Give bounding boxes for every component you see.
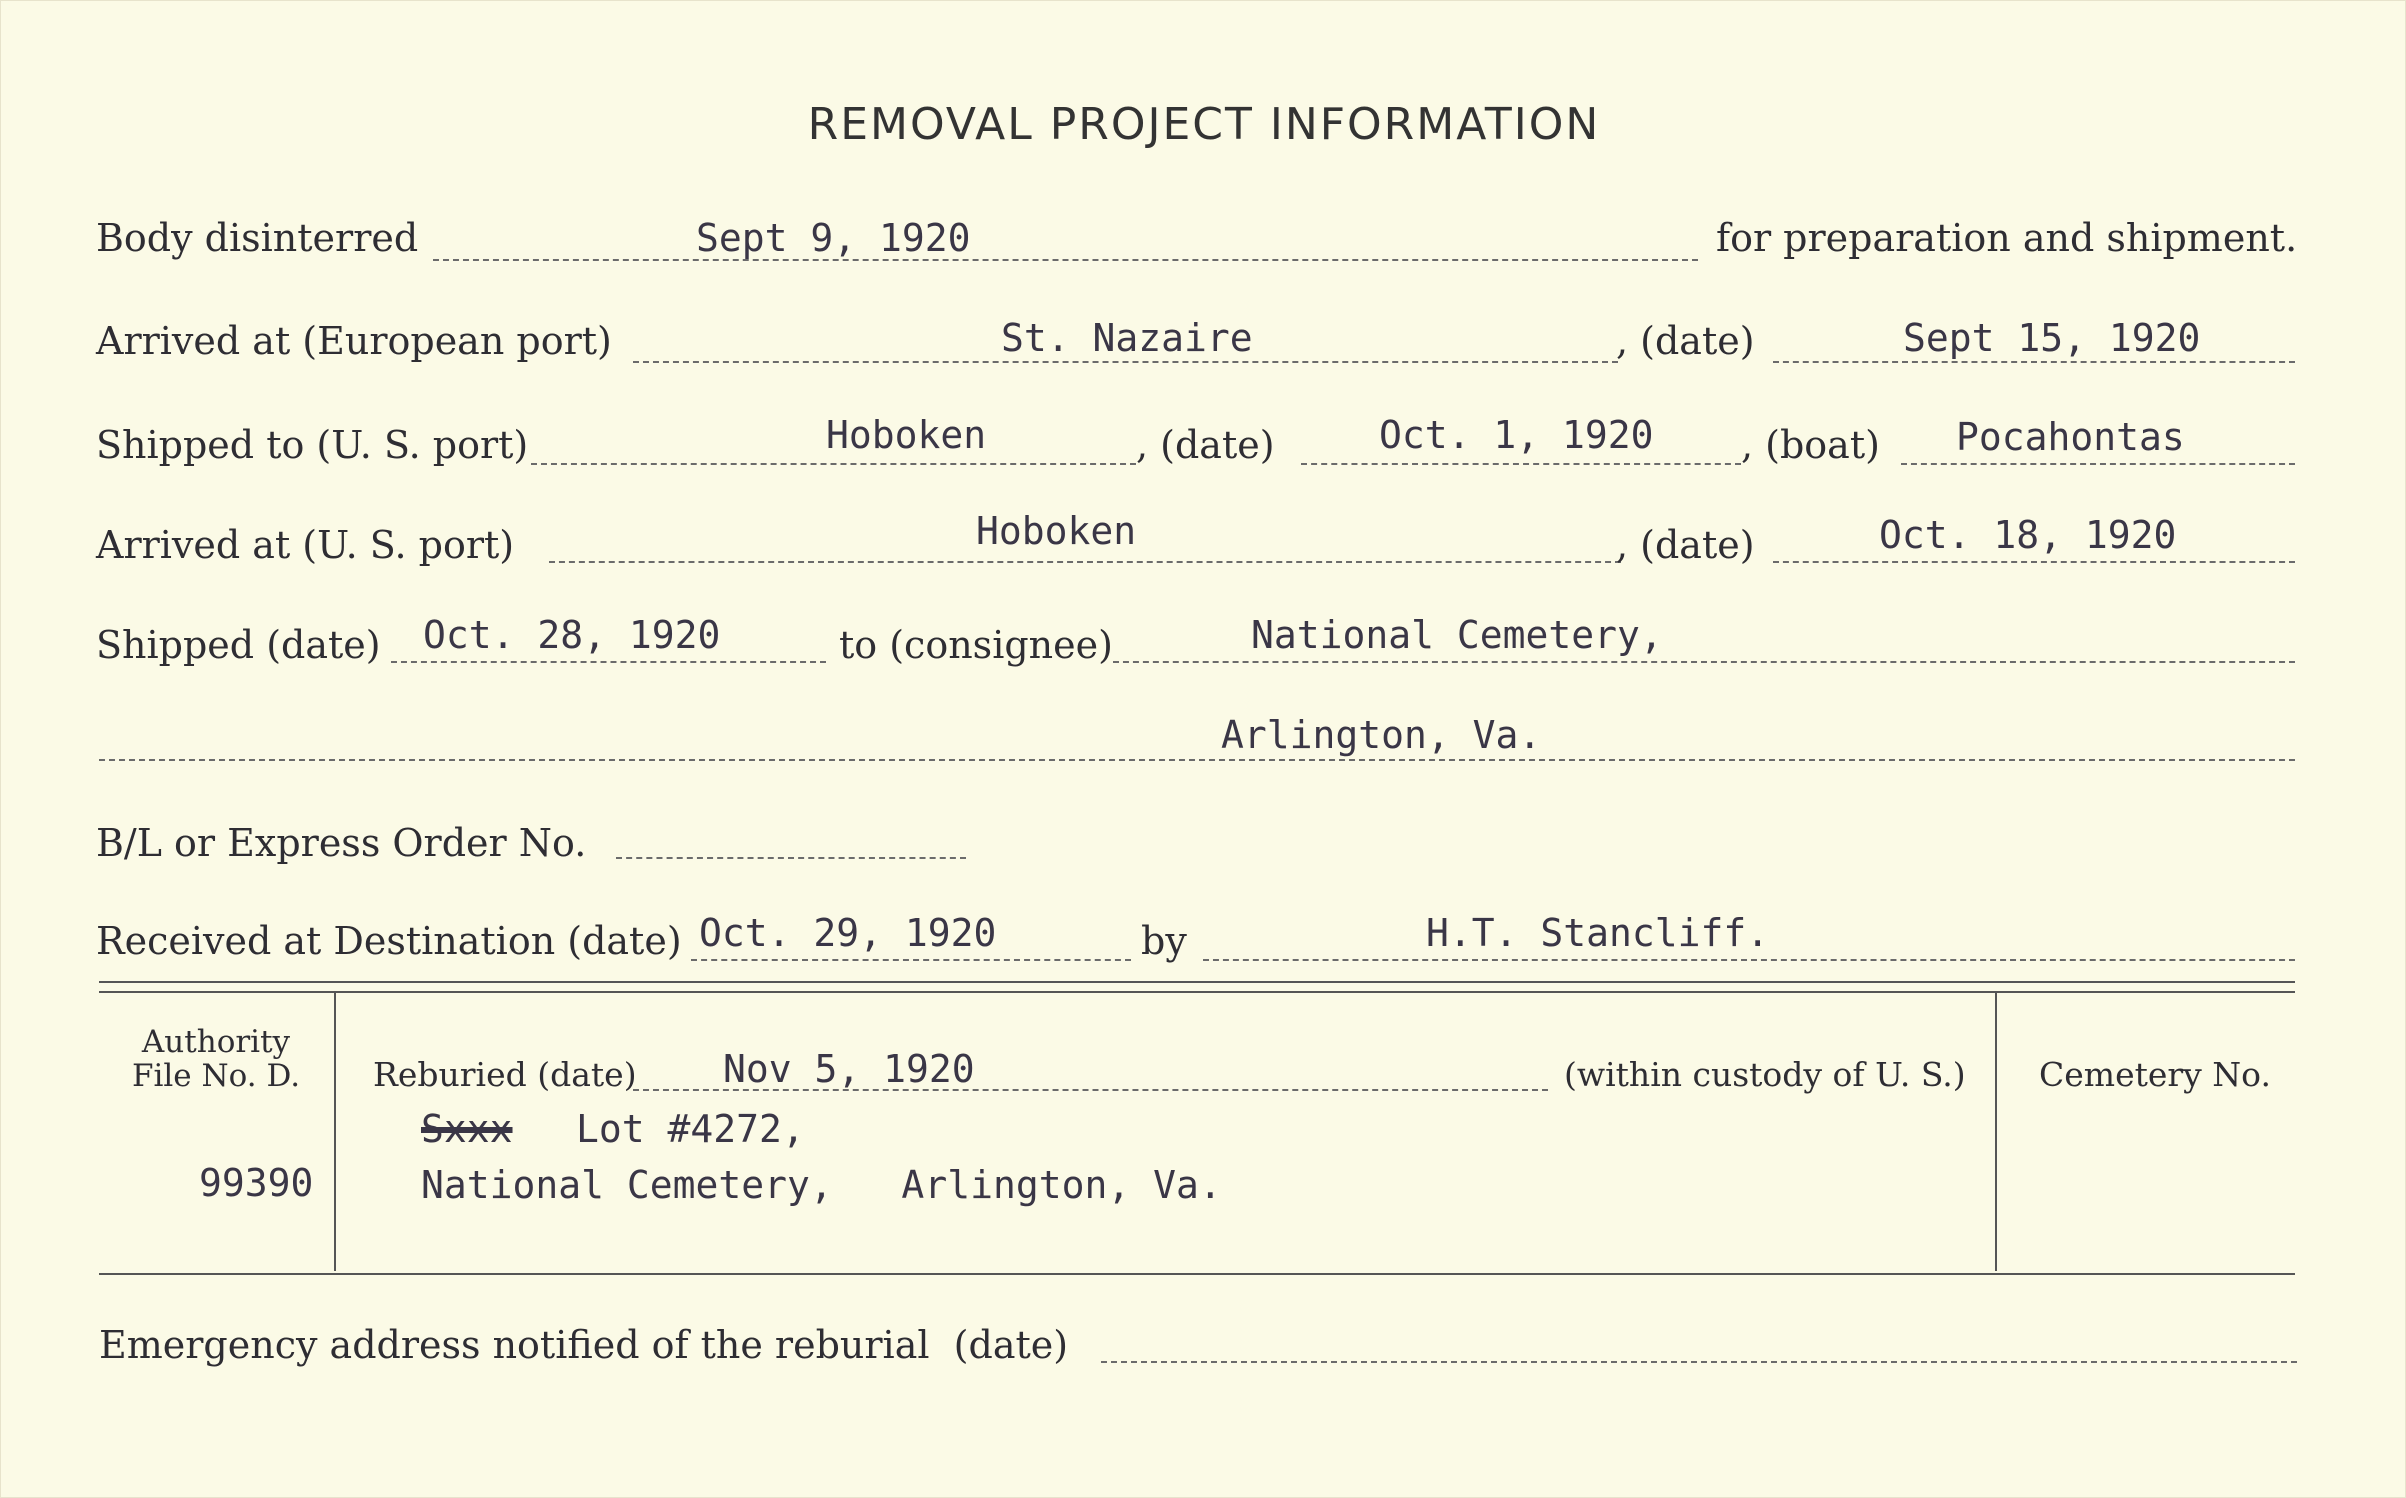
arrived-us-label: Arrived at (U. S. port) (96, 523, 515, 567)
authority-label (111, 1025, 321, 1093)
arrived-us-date-label: , (date) (1616, 523, 1755, 567)
burial-place: National Cemetery, Arlington, Va. (421, 1163, 1222, 1207)
disinterred-value: Sept 9, 1920 (696, 216, 971, 260)
arrived-eu-date: Sept 15, 1920 (1903, 316, 2201, 360)
received-label: Received at Destination (date) (96, 919, 682, 963)
emergency-line (1101, 1361, 2297, 1363)
received-date: Oct. 29, 1920 (699, 911, 997, 955)
file-no-label: File No. D. (131, 1058, 301, 1094)
reburied-date: Nov 5, 1920 (723, 1047, 975, 1091)
box-bottom-rule (99, 1273, 2295, 1275)
arrived-eu-label: Arrived at (European port) (96, 319, 612, 363)
received-date-line (691, 959, 1131, 961)
shipped-date: Oct. 28, 1920 (423, 613, 721, 657)
box-divider-left (334, 993, 336, 1271)
consignee-name: National Cemetery, (1251, 613, 1663, 657)
bl-label: B/L or Express Order No. (96, 821, 587, 865)
received-by-label: by (1141, 919, 1187, 963)
shipped-us-date: Oct. 1, 1920 (1379, 413, 1654, 457)
lot-number: Lot #4272, (576, 1107, 805, 1151)
disinterred-suffix: for preparation and shipment. (1716, 216, 2298, 260)
shipped-date-line (391, 661, 826, 663)
arrived-eu-line (633, 361, 1618, 363)
arrived-eu-port: St. Nazaire (1001, 316, 1253, 360)
disinterred-label: Body disinterred (96, 216, 419, 260)
authority-title: Authority (141, 1024, 291, 1060)
arrived-us-date-line (1773, 561, 2295, 563)
received-by-line (1203, 959, 2295, 961)
shipped-us-date-line (1301, 463, 1741, 465)
custody-label: (within custody of U. S.) (1564, 1055, 1966, 1094)
shipped-us-port: Hoboken (826, 413, 987, 457)
consignee-line-2 (99, 759, 2295, 761)
shipped-us-boat-line (1901, 463, 2295, 465)
shipped-us-boat-label: , (boat) (1741, 423, 1880, 467)
bl-line (616, 857, 966, 859)
disinterred-line (433, 259, 1698, 261)
page-title: REMOVAL PROJECT INFORMATION (807, 99, 1601, 150)
shipped-us-label: Shipped to (U. S. port) (96, 423, 529, 467)
shipped-us-line (531, 463, 1136, 465)
received-by: H.T. Stancliff. (1426, 911, 1770, 955)
arrived-eu-date-line (1773, 361, 2295, 363)
arrived-us-port: Hoboken (976, 509, 1137, 553)
shipped-us-boat: Pocahontas (1956, 415, 2185, 459)
consignee-address: Arlington, Va. (1221, 713, 1542, 757)
struck-out-text: Sxxx (421, 1107, 513, 1151)
reburied-label: Reburied (date) (373, 1055, 637, 1094)
box-top-rule-2 (99, 991, 2295, 993)
shipped-date-label: Shipped (date) (96, 623, 381, 667)
consignee-label: to (consignee) (839, 623, 1113, 667)
cemetery-no-label: Cemetery No. (2039, 1055, 2271, 1094)
arrived-us-line (549, 561, 1621, 563)
shipped-us-date-label: , (date) (1136, 423, 1275, 467)
consignee-line (1113, 661, 2295, 663)
arrived-us-date: Oct. 18, 1920 (1879, 513, 2177, 557)
arrived-eu-date-label: , (date) (1616, 319, 1755, 363)
file-no-value: 99390 (199, 1161, 314, 1205)
box-top-rule-1 (99, 981, 2295, 983)
box-divider-right (1995, 993, 1997, 1271)
emergency-label: Emergency address notified of the reburial (date) (99, 1323, 1069, 1367)
